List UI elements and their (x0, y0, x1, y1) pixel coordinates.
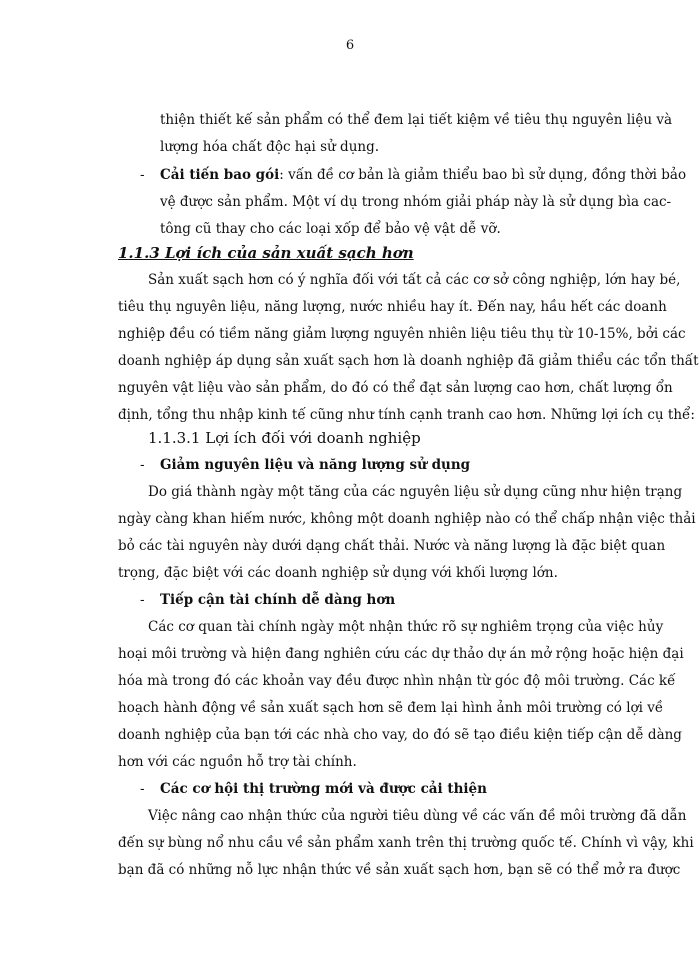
text-line: Sản xuất sạch hơn có ý nghĩa đối với tất cả các cơ sở công nghiệp, lớn hay bé, (148, 272, 681, 288)
bullet-label: Cải tiến bao gói (160, 167, 280, 183)
text-line: nghiệp đều có tiềm năng giảm lượng nguyên nhiên liệu tiêu thụ từ 10-15%, bởi các (118, 326, 686, 342)
text-line: lượng hóa chất độc hại sử dụng. (160, 139, 380, 155)
text-line: nguyên vật liệu vào sản phẩm, do đó có thể đạt sản lượng cao hơn, chất lượng ổn (118, 380, 673, 396)
text-line: vệ được sản phẩm. Một ví dụ trong nhóm giải pháp này là sử dụng bìa cac- (160, 194, 672, 210)
benefit-title: Tiếp cận tài chính dễ dàng hơn (160, 592, 396, 608)
text-line: Việc nâng cao nhận thức của người tiêu dùng về các vấn đề môi trường đã dẫn (148, 808, 687, 824)
text-line: hơn với các nguồn hỗ trợ tài chính. (118, 754, 357, 770)
text-line: bỏ các tài nguyên này dưới dạng chất thải. Nước và năng lượng là đặc biệt quan (118, 538, 666, 554)
text-line: ngày càng khan hiếm nước, không một doanh nghiệp nào có thể chấp nhận việc thải (118, 511, 696, 527)
text-line: hoạch hành động về sản xuất sạch hơn sẽ đem lại hình ảnh môi trường có lợi về (118, 700, 664, 716)
bullet-dash: - (140, 167, 145, 183)
bullet-dash: - (140, 781, 145, 797)
text-line (160, 166, 687, 184)
text-line: định, tổng thu nhập kinh tế cũng như tính cạnh tranh cao hơn. Những lợi ích cụ thể: (118, 407, 695, 423)
text-line: tông cũ thay cho các loại xốp để bảo vệ vật dễ vỡ. (160, 221, 501, 237)
bullet-dash: - (140, 457, 145, 473)
subsection-heading: 1.1.3.1 Lợi ích đối với doanh nghiệp (148, 429, 421, 447)
bullet-dash: - (140, 592, 145, 608)
text-line: tiêu thụ nguyên liệu, năng lượng, nước nhiều hay ít. Đến nay, hầu hết các doanh (118, 299, 667, 315)
bullet-text: : vấn đề cơ bản là giảm thiểu bao bì sử dụng, đồng thời bảo (279, 167, 687, 183)
benefit-title: Giảm nguyên liệu và năng lượng sử dụng (160, 457, 471, 473)
text-line: Các cơ quan tài chính ngày một nhận thức rõ sự nghiêm trọng của việc hủy (148, 619, 664, 635)
text-line: thiện thiết kế sản phẩm có thể đem lại tiết kiệm về tiêu thụ nguyên liệu và (160, 112, 673, 128)
section-heading: 1.1.3 Lợi ích của sản xuất sạch hơn (118, 244, 414, 262)
benefit-title: Các cơ hội thị trường mới và được cải thiện (160, 781, 487, 797)
text-line: hóa mà trong đó các khoản vay đều được nhìn nhận từ góc độ môi trường. Các kế (118, 673, 676, 689)
text-line: Do giá thành ngày một tăng của các nguyên liệu sử dụng cũng như hiện trạng (148, 484, 683, 500)
text-line: bạn đã có những nỗ lực nhận thức về sản xuất sạch hơn, bạn sẽ có thể mở ra được (118, 862, 681, 878)
page-number: 6 (345, 38, 355, 53)
text-line: đến sự bùng nổ nhu cầu về sản phẩm xanh trên thị trường quốc tế. Chính vì vậy, khi (118, 835, 694, 851)
text-line: trọng, đặc biệt với các doanh nghiệp sử dụng với khối lượng lớn. (118, 565, 558, 581)
text-line: hoại môi trường và hiện đang nghiên cứu các dự thảo dự án mở rộng hoặc hiện đại (118, 646, 684, 662)
text-line: doanh nghiệp áp dụng sản xuất sạch hơn là doanh nghiệp đã giảm thiểu các tổn thất (118, 353, 699, 369)
text-line: doanh nghiệp của bạn tới các nhà cho vay, do đó sẽ tạo điều kiện tiếp cận dễ dàng (118, 727, 682, 743)
